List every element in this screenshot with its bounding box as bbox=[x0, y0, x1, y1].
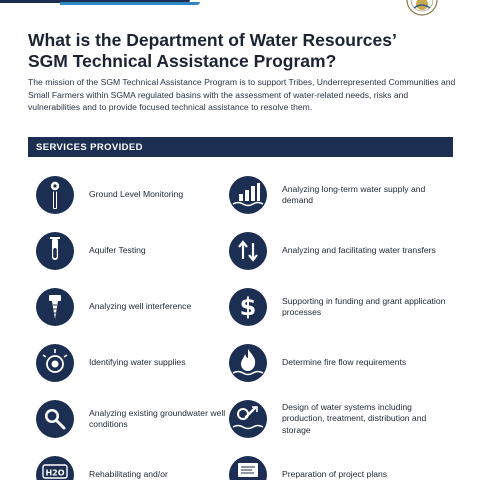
svg-text:$: $ bbox=[239, 293, 257, 321]
service-item-fire-flow bbox=[228, 343, 448, 387]
mission-paragraph: The mission of the SGM Technical Assistance Program is to support Tribes, Underrepresented Communities and Small Farmers within SGMA regulated basins with the assessment of water-related needs, risks and vulnerabilities and to provide focused technical assistance to resolve them. bbox=[28, 77, 456, 113]
bar-chart-water-icon bbox=[228, 175, 268, 215]
service-item-water-transfers bbox=[228, 231, 448, 275]
service-label: Determine fire flow requirements bbox=[282, 357, 407, 368]
h2o-text: H2O bbox=[45, 468, 65, 478]
service-item-well-interference bbox=[35, 287, 255, 331]
service-label: Analyzing and facilitating water transfers bbox=[282, 245, 436, 256]
test-tube-icon bbox=[35, 231, 75, 271]
service-label: Design of water systems including production, treatment, distribution and storage bbox=[282, 401, 427, 435]
transfer-arrows-icon bbox=[228, 231, 268, 271]
service-label: Ground Level Monitoring bbox=[89, 189, 184, 200]
service-item-long-term-supply bbox=[228, 175, 448, 219]
dollar-icon bbox=[228, 287, 268, 327]
service-label: Preparation of project plans bbox=[282, 469, 388, 480]
service-item-rehabilitating bbox=[35, 455, 255, 480]
service-item-aquifer-testing bbox=[35, 231, 255, 275]
service-label: Analyzing long-term water supply and demand bbox=[282, 183, 426, 205]
service-label: Analyzing well interference bbox=[89, 301, 192, 312]
service-label: Aquifer Testing bbox=[89, 245, 146, 256]
service-item-ground-level-monitoring bbox=[35, 175, 255, 219]
service-item-project-plans bbox=[228, 455, 448, 480]
services-header bbox=[28, 137, 453, 157]
service-label: Supporting in funding and grant application processes bbox=[282, 295, 446, 317]
tools-water-icon bbox=[228, 399, 268, 439]
h2o-icon bbox=[35, 455, 75, 480]
well-drill-icon bbox=[35, 287, 75, 327]
page-title bbox=[28, 30, 458, 72]
fire-icon bbox=[228, 343, 268, 383]
plans-icon bbox=[228, 455, 268, 480]
services-header-label: SERVICES PROVIDED bbox=[36, 142, 143, 153]
blue-stripe bbox=[60, 2, 200, 5]
title-line-2: SGM Technical Assistance Program? bbox=[28, 51, 337, 71]
target-water-icon bbox=[35, 343, 75, 383]
service-item-groundwater-well-conditions bbox=[35, 399, 255, 443]
service-label: Analyzing existing groundwater well conditions bbox=[89, 407, 226, 429]
service-item-identifying-water-supplies bbox=[35, 343, 255, 387]
service-label: Identifying water supplies bbox=[89, 357, 186, 368]
state-seal-icon bbox=[402, 0, 442, 16]
service-item-water-system-design bbox=[228, 399, 448, 443]
top-decorative-bar bbox=[0, 0, 240, 6]
title-line-1: What is the Department of Water Resources’ bbox=[28, 30, 397, 50]
service-item-funding-support bbox=[228, 287, 448, 331]
level-gauge-icon bbox=[35, 175, 75, 215]
service-label: Rehabilitating and/or bbox=[89, 469, 168, 480]
magnifier-icon bbox=[35, 399, 75, 439]
